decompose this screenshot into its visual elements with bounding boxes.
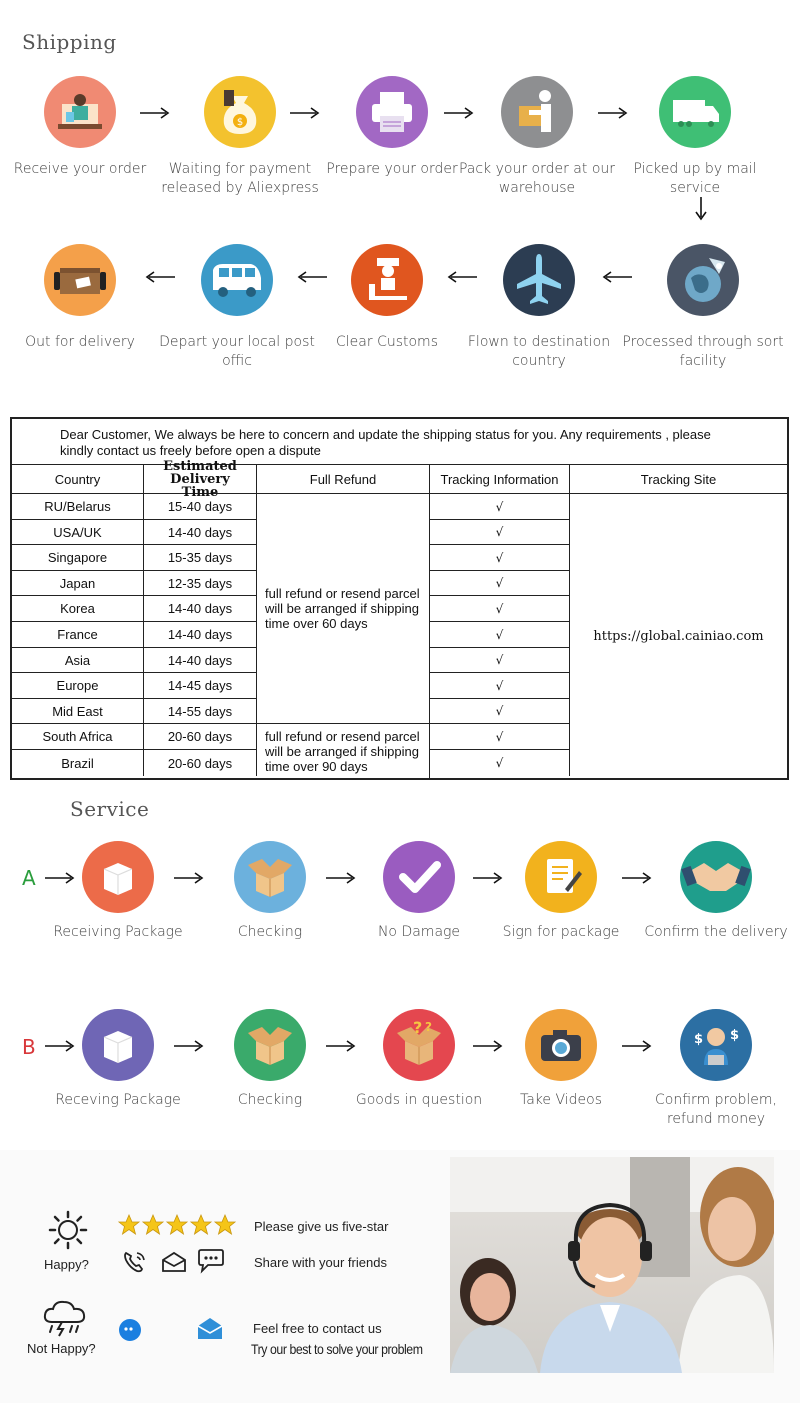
shipping-step-label: Receive your order — [13, 161, 147, 177]
header-country: Country — [12, 465, 144, 494]
country-cell: Mid East — [12, 699, 144, 724]
country-cell: Brazil — [12, 750, 144, 776]
share-text: Share with your friends — [254, 1255, 387, 1270]
support-team-photo — [450, 1157, 774, 1373]
tracking-check-cell: √ — [430, 622, 570, 648]
messenger-icon[interactable] — [117, 1317, 143, 1343]
tracking-check-cell: √ — [430, 648, 570, 673]
delivery-time-cell: 14-40 days — [144, 596, 257, 622]
star-icon — [215, 1215, 235, 1234]
header-tracking-site: Tracking Site — [570, 465, 787, 494]
service-b-step-2-icon — [234, 1009, 306, 1081]
shipping-step-label: Prepare your order — [326, 161, 458, 177]
arrow-left-icon — [297, 270, 327, 284]
arrow-left-icon — [145, 270, 175, 284]
header-tracking-info: Tracking Information — [430, 465, 570, 494]
star-icon — [191, 1215, 211, 1234]
service-step-label: Sign for package — [502, 924, 620, 940]
arrow-right-icon — [174, 871, 204, 885]
svg-text:$: $ — [236, 117, 244, 128]
shipping-step-label: Out for delivery — [25, 334, 135, 350]
service-step-label: Take Videos — [519, 1092, 602, 1108]
not-happy-label: Not Happy? — [27, 1341, 96, 1356]
solve-text: Try our best to solve your problem — [251, 1341, 423, 1357]
service-a-step-2-icon — [234, 841, 306, 913]
service-a-step-4-icon — [525, 841, 597, 913]
country-cell: South Africa — [12, 724, 144, 750]
refund-90-cell — [257, 724, 430, 778]
svg-text:$: $ — [730, 1028, 740, 1043]
service-a-step-3-icon — [383, 841, 455, 913]
country-cell: Europe — [12, 673, 144, 699]
tracking-check-cell: √ — [430, 571, 570, 596]
refund-60-cell — [257, 494, 430, 724]
arrow-right-icon — [326, 1039, 356, 1053]
delivery-time-cell: 14-40 days — [144, 648, 257, 673]
arrow-right-icon — [174, 1039, 204, 1053]
arrow-right-icon — [622, 871, 652, 885]
header-full-refund: Full Refund — [257, 465, 430, 494]
service-title: Service — [70, 797, 150, 821]
shipping-table — [10, 417, 789, 780]
delivery-time-cell: 15-35 days — [144, 545, 257, 571]
phone-icon[interactable] — [122, 1250, 148, 1274]
five-star-text: Please give us five-star — [254, 1219, 389, 1234]
shipping-step-label: Waiting for payment released by Aliexpress — [161, 161, 319, 196]
shipping-title: Shipping — [22, 30, 117, 54]
service-step-label: Receving Package — [55, 1092, 181, 1108]
shipping-step-9-van-icon — [201, 244, 273, 316]
service-step-label: Receiving Package — [53, 924, 183, 940]
arrow-down-icon — [694, 197, 708, 221]
service-a-step-1-icon — [82, 841, 154, 913]
svg-text:?: ? — [425, 1020, 432, 1034]
delivery-time-cell: 14-40 days — [144, 622, 257, 648]
service-step-label: Goods in question — [355, 1092, 483, 1108]
tracking-check-cell: √ — [430, 520, 570, 545]
star-icon — [143, 1215, 163, 1234]
shipping-step-label: Depart your local post offic — [159, 334, 315, 369]
delivery-time-cell: 20-60 days — [144, 724, 257, 750]
shipping-step-label: Flown to destination country — [467, 334, 611, 369]
arrow-right-icon — [290, 106, 320, 120]
tracking-site-link[interactable]: https://global.cainiao.com — [593, 628, 764, 644]
header-delivery-time-text: Estimated Delivery Time — [163, 458, 237, 500]
shipping-step-1-order-desk-icon — [44, 76, 116, 148]
shipping-step-label: Clear Customs — [336, 334, 438, 350]
shipping-step-3-printer-icon — [356, 76, 428, 148]
shipping-step-5-truck-icon — [659, 76, 731, 148]
arrow-right-icon — [622, 1039, 652, 1053]
service-row-b-letter: B — [22, 1035, 36, 1059]
tracking-check-cell: √ — [430, 545, 570, 571]
arrow-right-icon — [444, 106, 474, 120]
delivery-time-cell: 14-55 days — [144, 699, 257, 724]
chat-icon[interactable] — [196, 1248, 226, 1274]
svg-text:$: $ — [694, 1032, 704, 1047]
delivery-time-cell: 14-45 days — [144, 673, 257, 699]
arrow-right-icon — [473, 871, 503, 885]
tracking-check-cell: √ — [430, 494, 570, 520]
arrow-left-icon — [602, 270, 632, 284]
country-cell: France — [12, 622, 144, 648]
email-icon[interactable] — [196, 1316, 224, 1342]
sun-icon — [46, 1210, 90, 1254]
arrow-right-icon — [45, 871, 75, 885]
service-step-label: Confirm the delivery — [644, 924, 788, 940]
delivery-time-cell: 14-40 days — [144, 520, 257, 545]
service-a-step-5-icon — [680, 841, 752, 913]
service-b-step-4-icon — [525, 1009, 597, 1081]
tracking-check-cell: √ — [430, 673, 570, 699]
shipping-step-label: Processed through sort facility — [622, 334, 784, 369]
shipping-step-7-airplane-icon — [503, 244, 575, 316]
arrow-right-icon — [140, 106, 170, 120]
arrow-right-icon — [598, 106, 628, 120]
star-icon — [119, 1215, 139, 1234]
service-step-label: No Damage — [377, 924, 461, 940]
tracking-check-cell: √ — [430, 724, 570, 750]
mail-icon[interactable] — [160, 1250, 188, 1274]
service-row-a-letter: A — [22, 866, 36, 890]
delivery-time-cell: 12-35 days — [144, 571, 257, 596]
service-step-label: Confirm problem, refund money — [654, 1092, 777, 1127]
delivery-time-cell: 15-40 days — [144, 494, 257, 520]
tracking-check-cell: √ — [430, 699, 570, 724]
arrow-right-icon — [326, 871, 356, 885]
shipping-step-label: Picked up by mail service — [633, 161, 757, 196]
refund-60-text: full refund or resend parcel will be arranged if shipping time over 60 days — [265, 586, 420, 631]
service-step-label: Checking — [237, 924, 303, 940]
shipping-step-10-parcel-icon — [44, 244, 116, 316]
header-delivery-time — [144, 458, 257, 500]
five-stars — [118, 1214, 236, 1241]
country-cell: USA/UK — [12, 520, 144, 545]
service-b-step-3-icon — [383, 1009, 455, 1081]
rain-cloud-icon — [42, 1298, 88, 1338]
shipping-step-label: Pack your order at our warehouse — [458, 161, 616, 196]
arrow-right-icon — [45, 1039, 75, 1053]
delivery-time-cell: 20-60 days — [144, 750, 257, 776]
shipping-step-4-packer-icon — [501, 76, 573, 148]
country-cell: RU/Belarus — [12, 494, 144, 520]
tracking-check-cell: √ — [430, 596, 570, 622]
country-cell: Singapore — [12, 545, 144, 571]
country-cell: Asia — [12, 648, 144, 673]
table-notice: Dear Customer, We always be here to concern and update the shipping status for you. Any requirements , please kindly contact us freely before open a dispute — [12, 419, 787, 465]
service-b-step-1-icon — [82, 1009, 154, 1081]
contact-text: Feel free to contact us — [253, 1321, 382, 1336]
shipping-step-6-globe-icon — [667, 244, 739, 316]
tracking-check-cell: √ — [430, 750, 570, 776]
service-b-step-5-icon — [680, 1009, 752, 1081]
shipping-step-8-customs-officer-icon — [351, 244, 423, 316]
service-step-label: Checking — [237, 1092, 303, 1108]
country-cell: Korea — [12, 596, 144, 622]
shipping-step-2-money-bag-icon — [204, 76, 276, 148]
happy-label: Happy? — [44, 1257, 89, 1272]
country-cell: Japan — [12, 571, 144, 596]
star-icon — [167, 1215, 187, 1234]
tracking-site-cell — [570, 494, 787, 778]
svg-text:?: ? — [413, 1018, 423, 1037]
refund-90-text: full refund or resend parcel will be arranged if shipping time over 90 days — [265, 728, 420, 774]
arrow-left-icon — [447, 270, 477, 284]
arrow-right-icon — [473, 1039, 503, 1053]
